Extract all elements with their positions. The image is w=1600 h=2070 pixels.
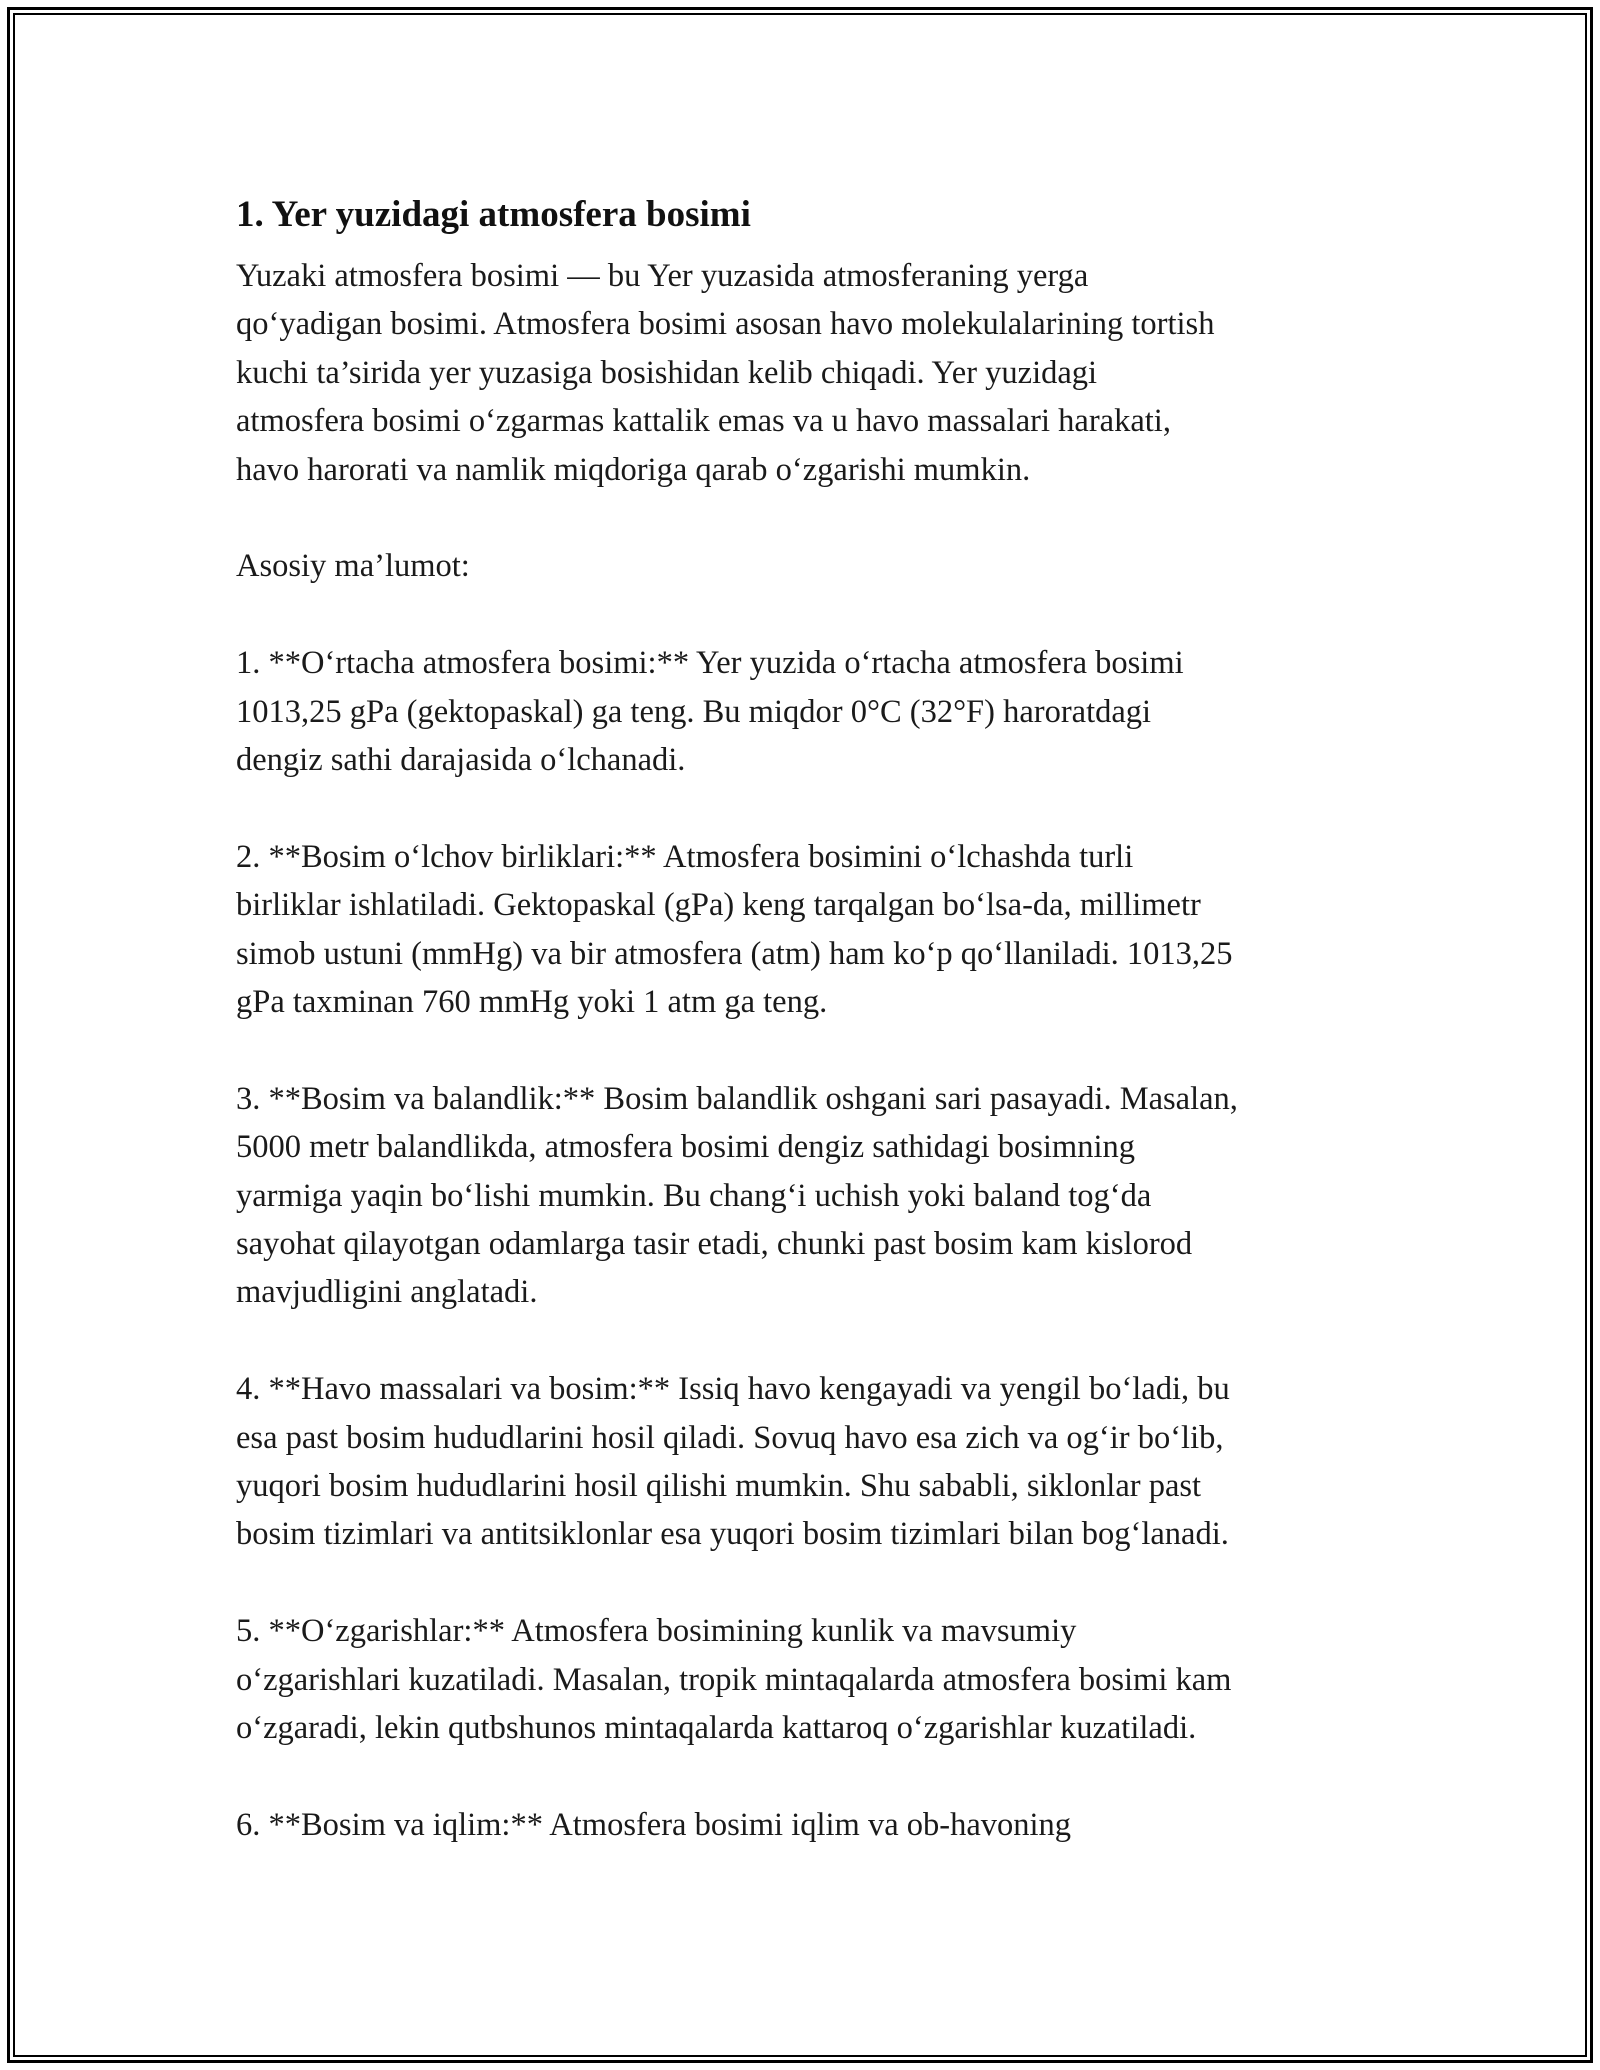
- list-item-average-pressure: 1. **O‘rtacha atmosfera bosimi:** Yer yuzida o‘rtacha atmosfera bosimi 1013,25 gPa (gektopaskal) ga teng. Bu miqdor 0°C (32°F) haroratdagi dengiz sathi darajasida o‘lchanadi.: [236, 645, 1184, 779]
- list-item-air-masses: 4. **Havo massalari va bosim:** Issiq havo kengayadi va yengil bo‘ladi, bu esa past bosim hududlarini hosil qiladi. Sovuq havo esa zich va og‘ir bo‘lib, yuqori bosim hududlarini hosil qilishi mumkin. Shu sababli, siklonlar past bosim tizimlari va antitsiklonlar esa yuqori bosim tizimlari bilan bog‘lanadi.: [236, 1371, 1230, 1553]
- list-item-pressure-units: 2. **Bosim o‘lchov birliklari:** Atmosfera bosimini o‘lchashda turli birliklar ishlatiladi. Gektopaskal (gPa) keng tarqalgan bo‘lsa-da, millimetr simob ustuni (mmHg) va bir atmosfera (atm) ham ko‘p qo‘llaniladi. 1013,25 gPa taxminan 760 mmHg yoki 1 atm ga teng.: [236, 838, 1233, 1021]
- section-heading: 1. Yer yuzidagi atmosfera bosimi: [236, 194, 751, 235]
- list-item-pressure-climate: 6. **Bosim va iqlim:** Atmosfera bosimi iqlim va ob-havoning: [236, 1806, 1072, 1843]
- list-item-pressure-altitude: 3. **Bosim va balandlik:** Bosim balandlik oshgani sari pasayadi. Masalan, 5000 metr balandlikda, atmosfera bosimi dengiz sathidagi bosimning yarmiga yaqin bo‘lishi mumkin. Bu chang‘i uchish yoki baland tog‘da sayohat qilayotgan odamlarga tasir etadi, chunki past bosim kam kislorod mavjudligini anglatadi.: [236, 1080, 1238, 1311]
- document-body: [236, 184, 1376, 1849]
- intro-paragraph: Yuzaki atmosfera bosimi — bu Yer yuzasida atmosferaning yerga qo‘yadigan bosimi. Atmosfera bosimi asosan havo molekulalarining tortish kuchi ta’sirida yer yuzasiga bosishidan kelib chiqadi. Yer yuzidagi atmosfera bosimi o‘zgarmas kattalik emas va u havo massalari harakati, havo harorati va namlik miqdoriga qarab o‘zgarishi mumkin.: [236, 258, 1215, 488]
- list-item-variations: 5. **O‘zgarishlar:** Atmosfera bosimining kunlik va mavsumiy o‘zgarishlari kuzatiladi. Masalan, tropik mintaqalarda atmosfera bosimi kam o‘zgaradi, lekin qutbshunos mintaqalarda kattaroq o‘zgarishlar kuzatiladi.: [236, 1613, 1232, 1747]
- key-info-label: Asosiy ma’lumot:: [236, 548, 470, 585]
